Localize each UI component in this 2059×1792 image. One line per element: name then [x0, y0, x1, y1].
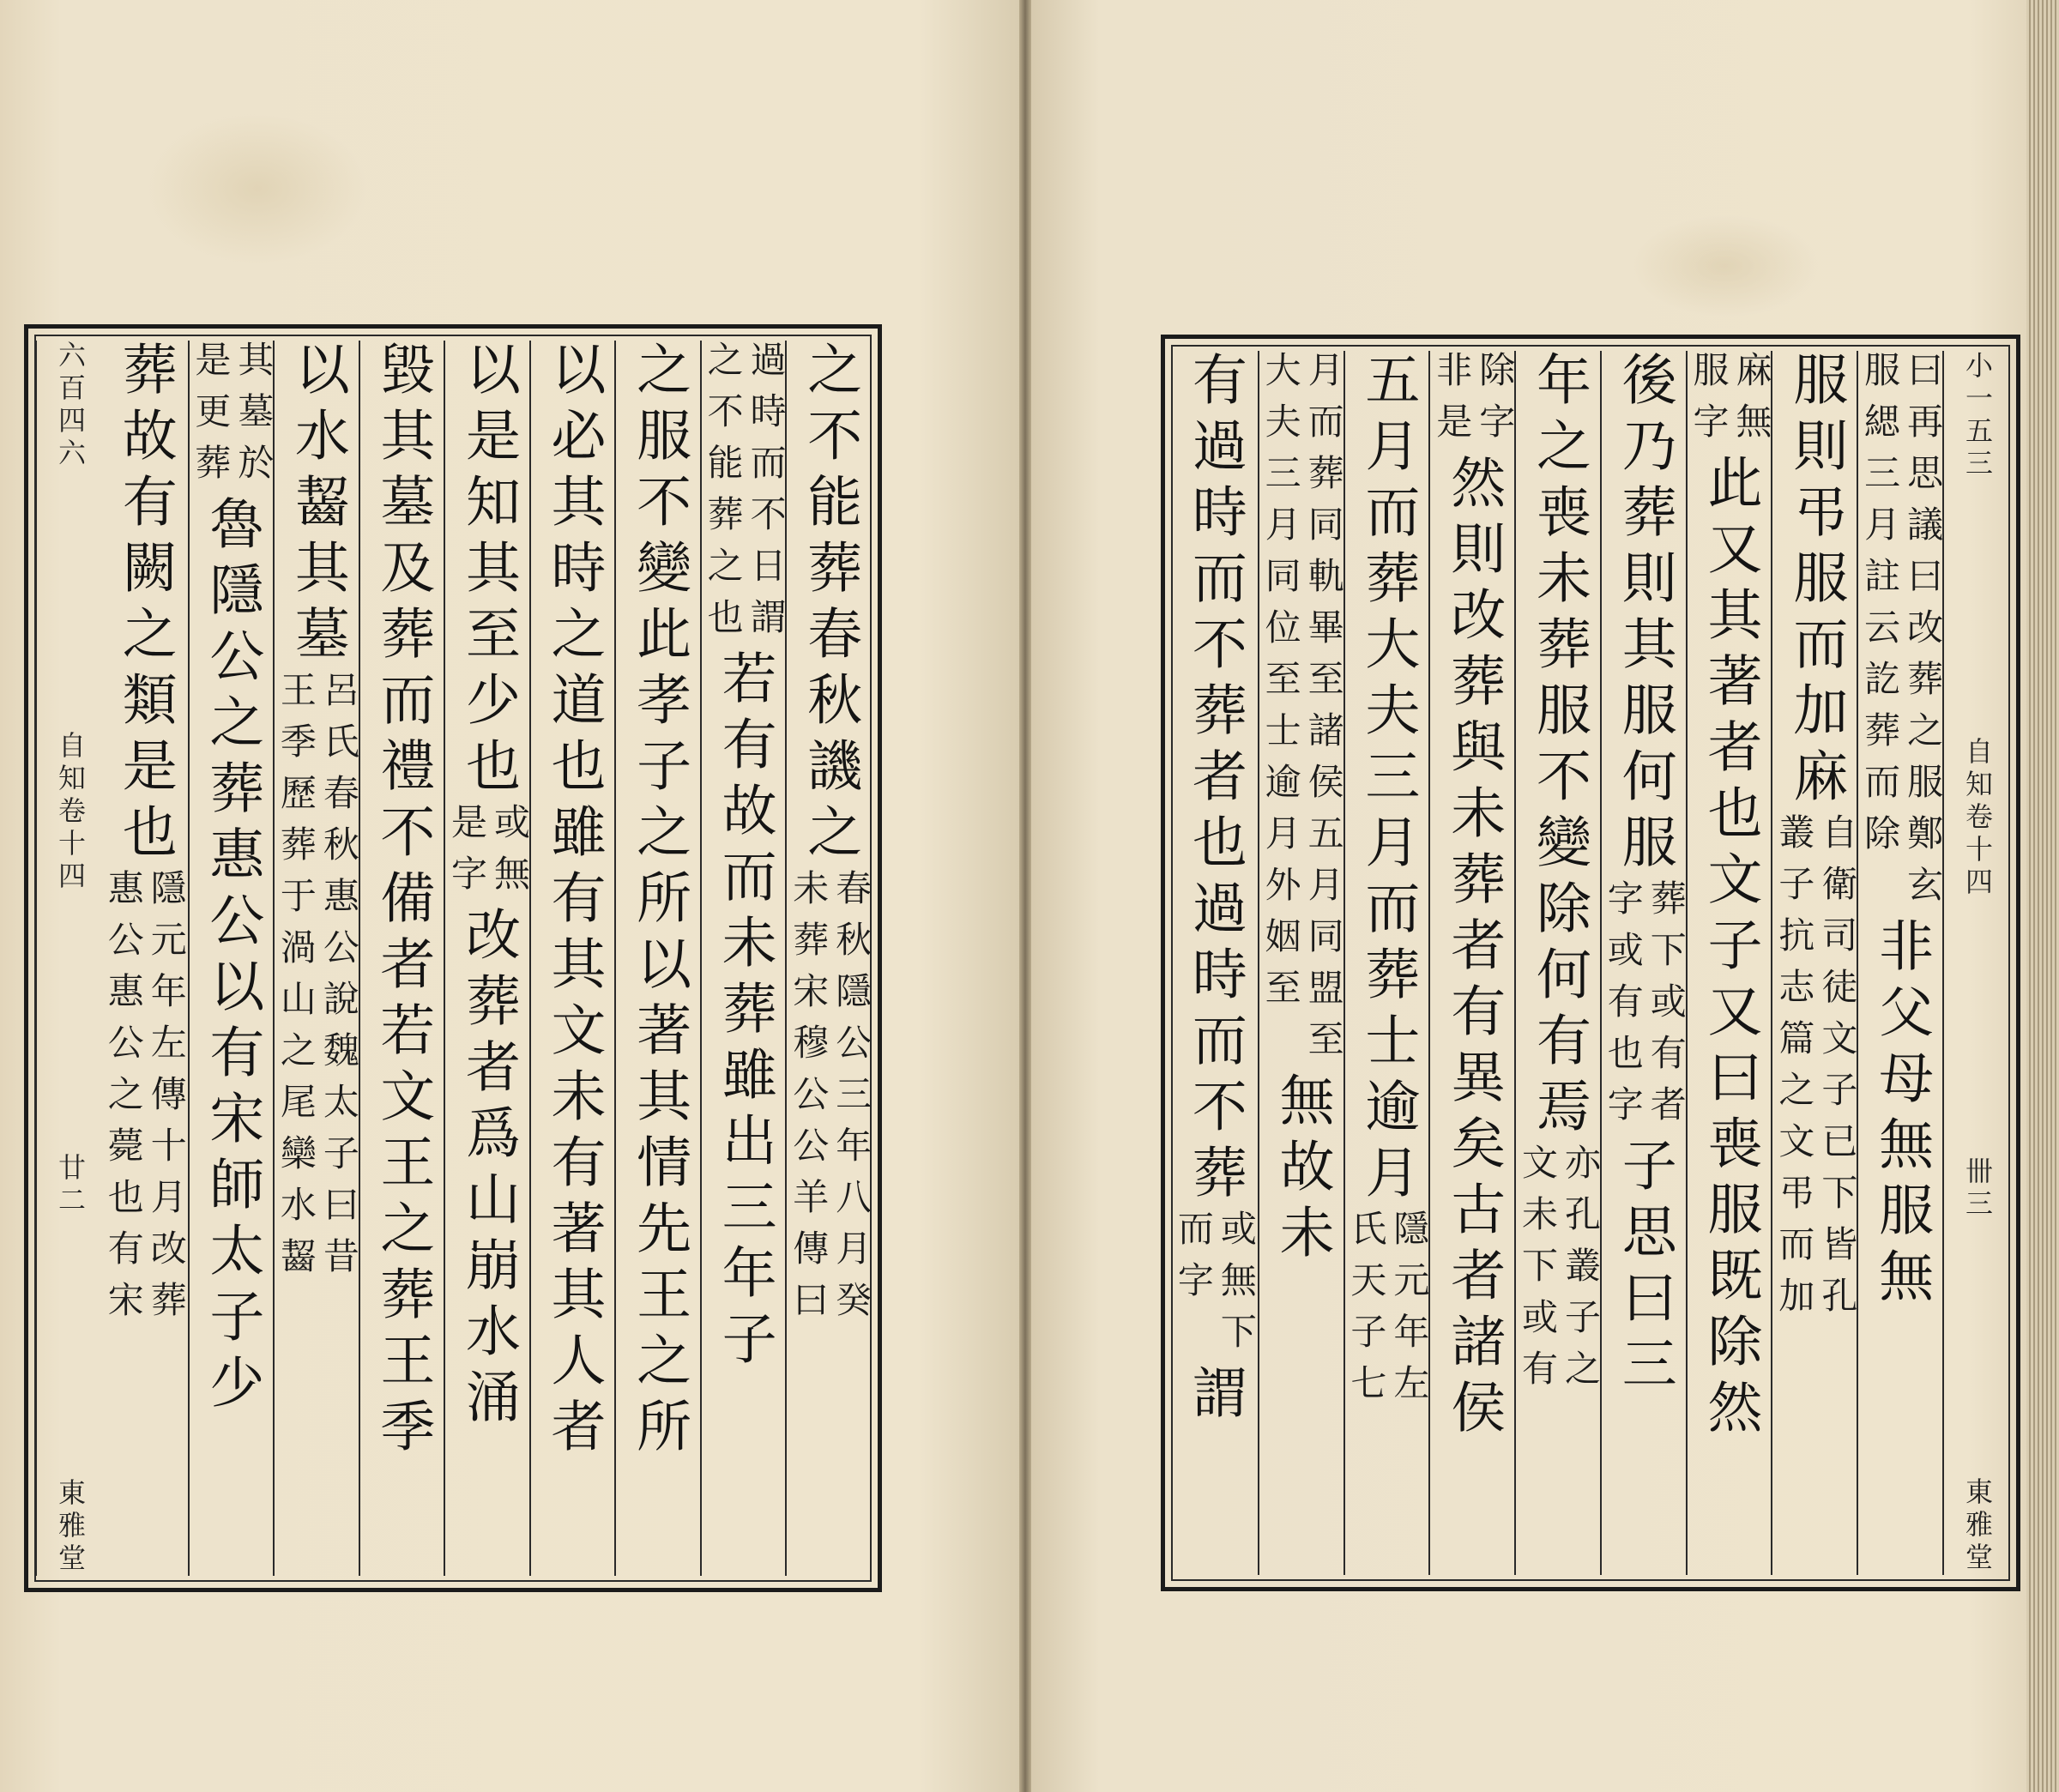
- commentary-line: 字或有也字: [1602, 879, 1645, 1137]
- margin-folio: 卌三: [1961, 1155, 1994, 1222]
- main-text: 以水齧其墓: [285, 341, 349, 671]
- page-margin-column: [1942, 351, 2011, 1575]
- main-text: 有過時而不葬者也過時而不葬: [1182, 351, 1247, 1210]
- commentary-note: [702, 341, 788, 649]
- main-text: 無故未: [1270, 1071, 1334, 1270]
- commentary-line: 呂氏春秋惠公說魏太子曰昔: [317, 671, 360, 1288]
- text-column: [1771, 351, 1858, 1575]
- main-text: 服則弔服而加麻: [1784, 351, 1848, 813]
- text-column: [102, 341, 188, 1576]
- margin-title: 自知卷十四: [54, 730, 87, 894]
- text-column: [614, 341, 702, 1576]
- commentary-line: 非是: [1431, 351, 1474, 454]
- commentary-note: [788, 869, 873, 1332]
- text-column: [1514, 351, 1602, 1575]
- commentary-note: [1516, 1143, 1602, 1401]
- commentary-note: [1688, 351, 1773, 454]
- commentary-line: 曰再思議曰改葬之服鄭玄: [1902, 351, 1944, 917]
- commentary-note: [1172, 1210, 1258, 1364]
- main-text: 年之喪未葬服不變除何有焉: [1526, 351, 1591, 1143]
- text-column: [1172, 351, 1258, 1575]
- commentary-line: 過時而不日謂: [745, 341, 788, 649]
- commentary-line: 春秋隱公三年八月癸: [830, 869, 873, 1332]
- right-text-frame: [1161, 335, 2020, 1591]
- margin-count: 小一五三: [1961, 351, 1994, 481]
- commentary-line: 未葬宋穆公公羊傳曰: [788, 869, 830, 1332]
- text-column: [529, 341, 617, 1576]
- margin-hall: 東雅堂: [1961, 1476, 1994, 1575]
- commentary-line: 除字: [1474, 351, 1517, 454]
- commentary-note: [1773, 813, 1859, 1328]
- margin-hall: 東雅堂: [54, 1477, 87, 1576]
- commentary-line: 自衛司徒文子已下皆孔: [1816, 813, 1859, 1328]
- commentary-line: 文未下或有: [1516, 1143, 1559, 1401]
- commentary-line: 之不能葬之也: [702, 341, 745, 649]
- commentary-line: 王季歷葬于渦山之尾欒水齧: [275, 671, 317, 1288]
- commentary-note: [190, 341, 275, 495]
- main-text: 以是知其至少也: [456, 341, 520, 803]
- margin-folio: 廿二: [54, 1153, 87, 1219]
- main-text: 毀其墓及葬而禮不備者若文王之葬王季: [371, 341, 435, 1463]
- margin-count: 六百四六: [54, 341, 87, 471]
- paper-stain: [146, 112, 369, 266]
- main-text: 謂: [1182, 1364, 1247, 1430]
- main-text: 魯隱公之葬惠公以有宋師太子少: [200, 495, 264, 1420]
- commentary-line: 大夫三月同位至士逾月外姻至: [1259, 351, 1302, 1020]
- main-text: 若有故而未葬雖出三年子: [712, 649, 776, 1376]
- commentary-note: [1345, 1210, 1431, 1415]
- commentary-note: [445, 803, 531, 906]
- commentary-line: 隱元年左: [1388, 1210, 1431, 1415]
- commentary-line: 葬下或有者: [1645, 879, 1688, 1137]
- margin-title: 自知卷十四: [1961, 737, 1994, 901]
- commentary-line: 其墓於: [232, 341, 275, 495]
- text-column: [273, 341, 360, 1576]
- text-column: [188, 341, 275, 1576]
- commentary-note: [1259, 351, 1345, 1071]
- commentary-note: [1602, 879, 1688, 1137]
- main-text: 後乃葬則其服何服: [1612, 351, 1676, 879]
- text-column: [700, 341, 788, 1576]
- commentary-line: 叢子抗志篇之文弔而加: [1773, 813, 1816, 1328]
- text-column: [1600, 351, 1688, 1575]
- main-text: 子思曰三: [1612, 1137, 1676, 1401]
- text-column: [359, 341, 446, 1576]
- text-column: [785, 341, 873, 1576]
- text-column: [1343, 351, 1431, 1575]
- main-text: 之不能葬春秋譏之: [798, 341, 862, 869]
- text-column: [1428, 351, 1516, 1575]
- commentary-note: [1859, 351, 1944, 917]
- main-text: 改葬者爲山崩水涌: [456, 906, 520, 1434]
- commentary-line: 是字: [445, 803, 488, 906]
- commentary-note: [1431, 351, 1517, 454]
- main-text: 此又其著者也文子又曰喪服既除然: [1698, 454, 1762, 1445]
- text-column: [1686, 351, 1773, 1575]
- main-text: 然則改葬與未葬者有異矣古者諸侯: [1441, 454, 1506, 1445]
- commentary-line: 麻無: [1730, 351, 1773, 454]
- page-edges: [2026, 0, 2059, 1792]
- commentary-line: 而字: [1172, 1210, 1215, 1312]
- left-text-frame: [24, 324, 882, 1592]
- commentary-note: [102, 869, 188, 1332]
- paper-stain: [1630, 214, 1819, 317]
- text-column: [1857, 351, 1944, 1575]
- page-margin-column: [35, 341, 104, 1576]
- commentary-line: 隱元年左傳十月改葬: [145, 869, 188, 1332]
- commentary-line: 或無: [488, 803, 531, 906]
- commentary-line: 服緦三月註云訖葬而除: [1859, 351, 1902, 866]
- text-column: [1258, 351, 1345, 1575]
- main-text: 非父母無服無: [1869, 917, 1934, 1313]
- book-gutter: [1019, 0, 1031, 1792]
- commentary-note: [275, 671, 360, 1288]
- commentary-line: 或無下: [1215, 1210, 1258, 1364]
- main-text: 五月而葬大夫三月而葬士逾月: [1356, 351, 1420, 1210]
- main-text: 葬故有闕之類是也: [112, 341, 177, 869]
- commentary-line: 氏天子七: [1345, 1210, 1388, 1415]
- commentary-line: 惠公惠公之薨也有宋: [102, 869, 145, 1332]
- commentary-line: 服字: [1688, 351, 1730, 454]
- main-text: 之服不變此孝子之所以著其情先王之所: [627, 341, 691, 1463]
- commentary-line: 亦孔叢子之: [1559, 1143, 1602, 1401]
- commentary-line: 月而葬同軌畢至諸侯五月同盟至: [1302, 351, 1345, 1071]
- text-column: [444, 341, 531, 1576]
- commentary-line: 是更葬: [190, 341, 232, 495]
- main-text: 以必其時之道也雖有其文未有著其人者: [541, 341, 606, 1463]
